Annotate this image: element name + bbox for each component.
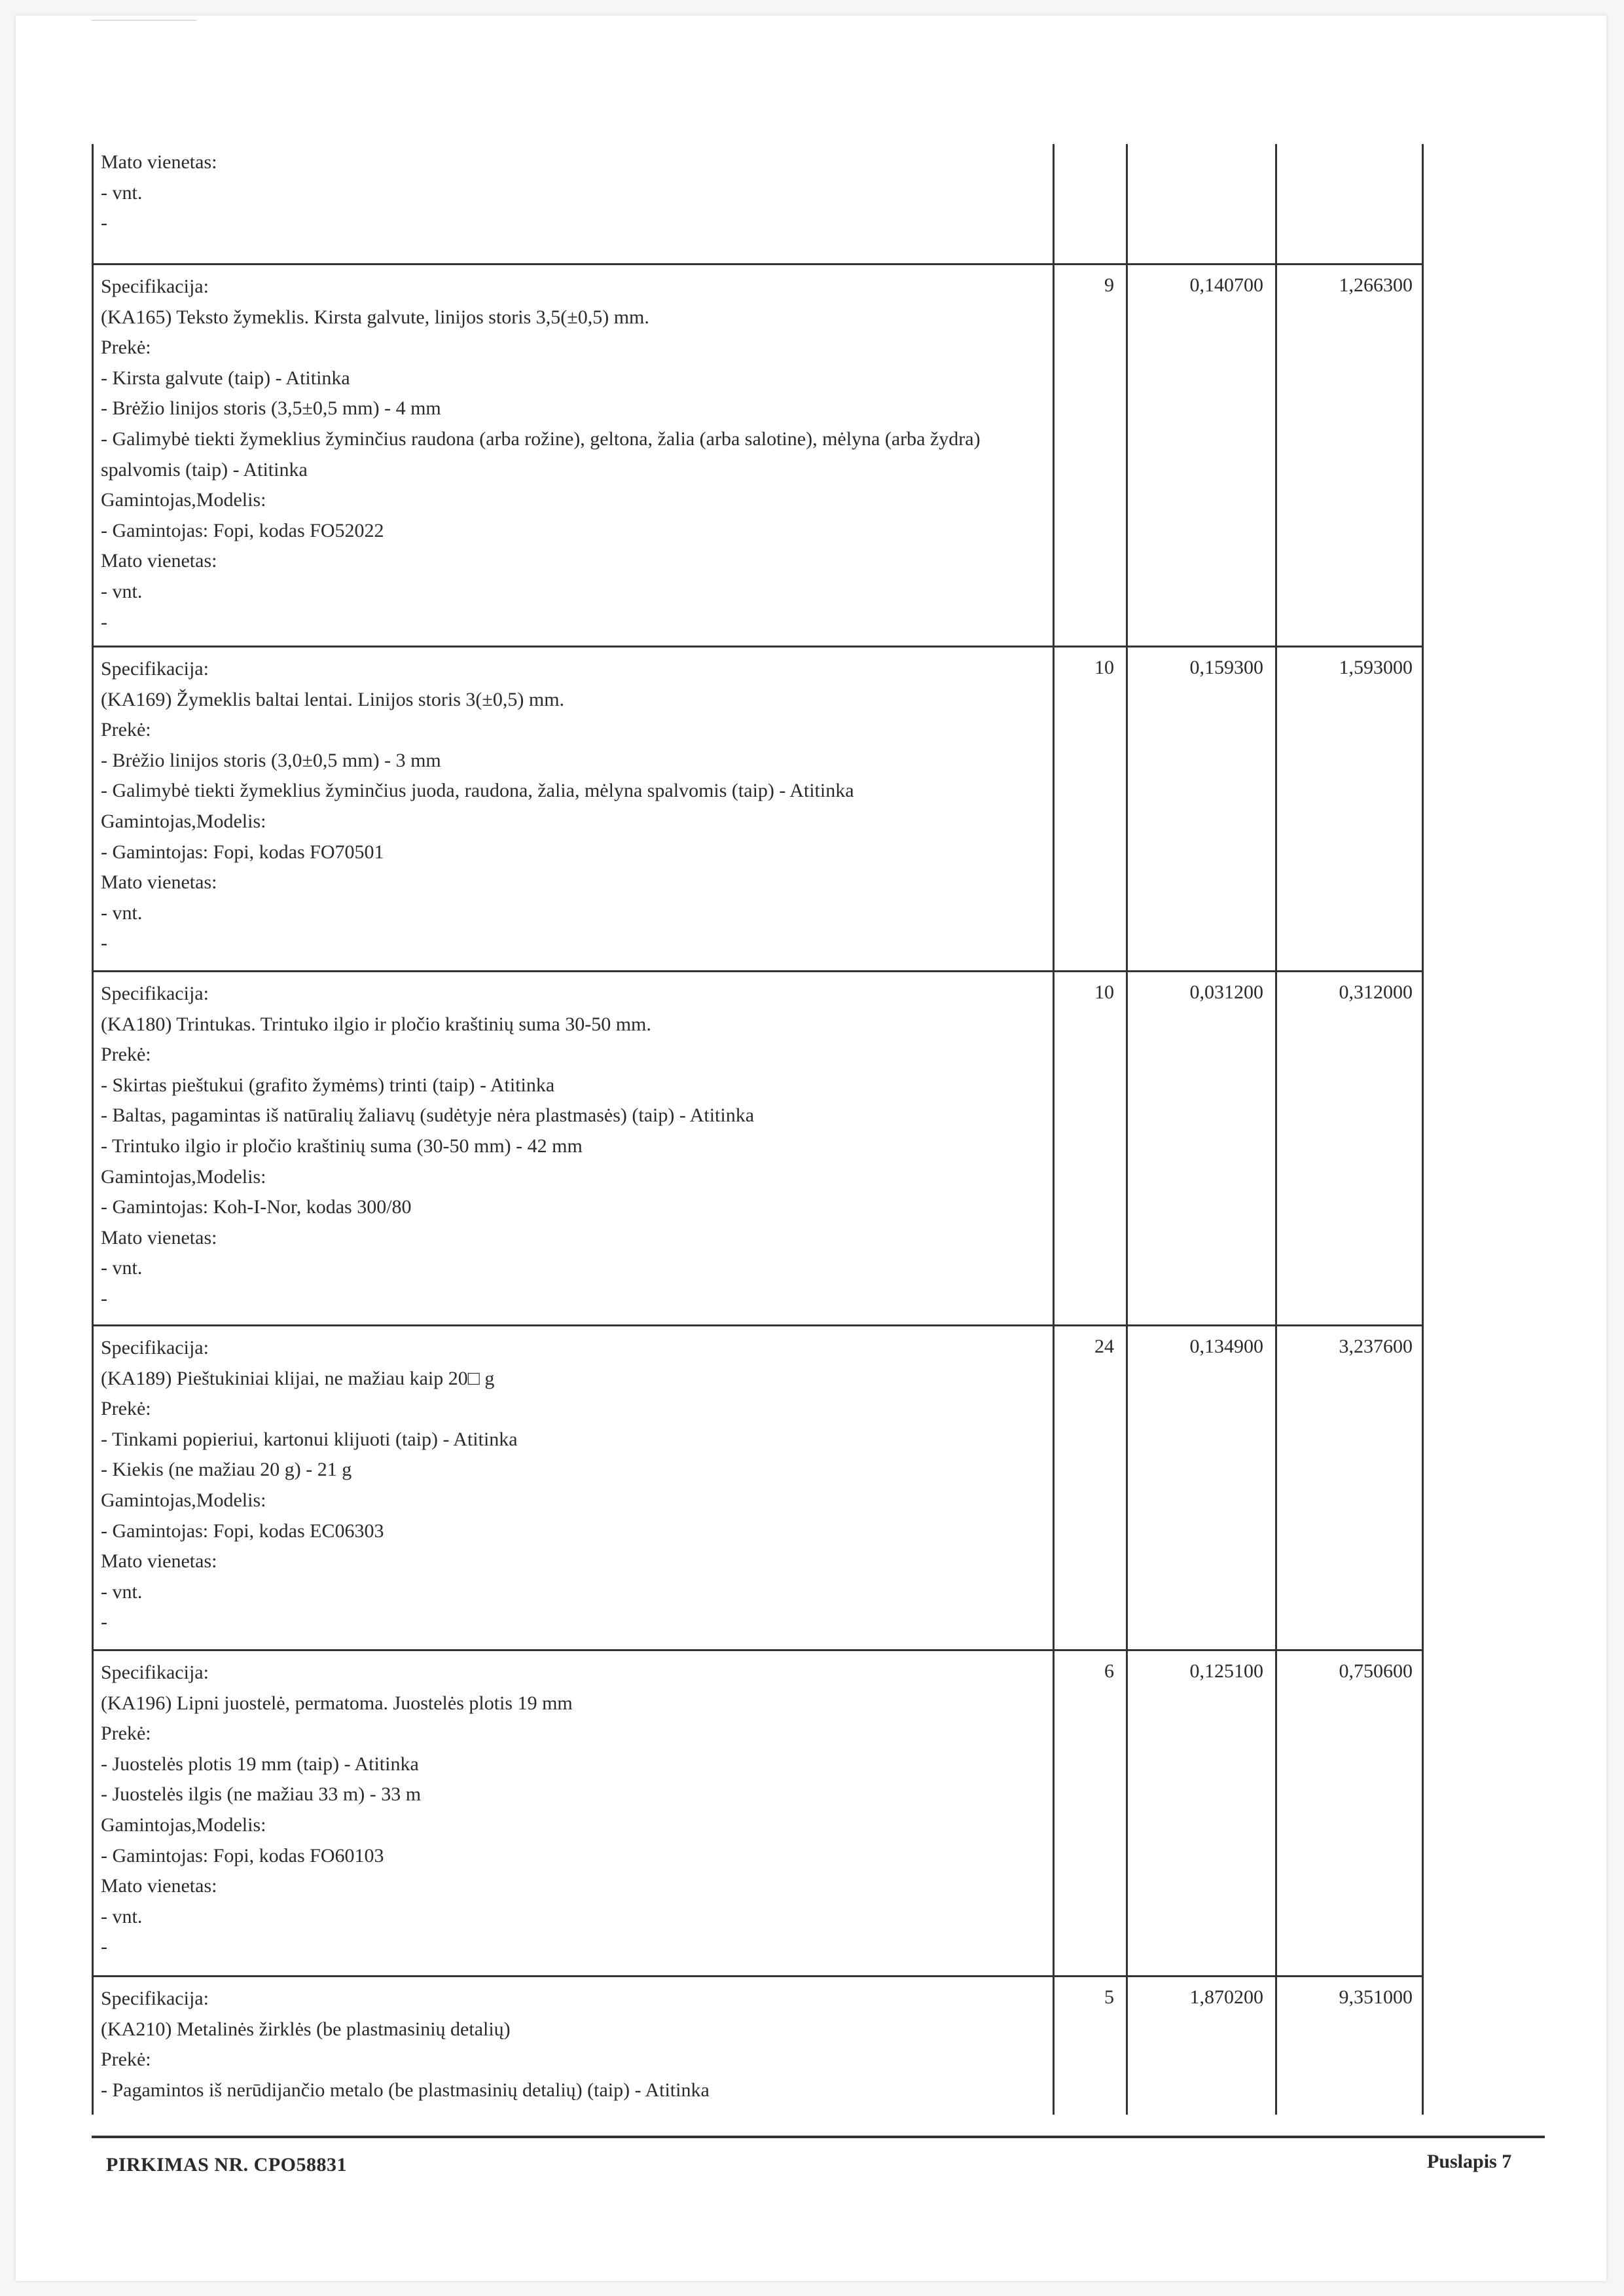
row-divider (92, 970, 1424, 972)
description-line: Prekė: (101, 1044, 151, 1066)
description-line: Specifikacija: (101, 276, 209, 297)
item-unit-price: 0,134900 (1189, 1336, 1263, 1357)
description-line: - Brėžio linijos storis (3,5±0,5 mm) - 4 mm (101, 397, 441, 420)
table-border-left (92, 144, 94, 2115)
item-total: 1,593000 (1339, 657, 1413, 678)
description-line: - Gamintojas: Fopi, kodas FO70501 (101, 841, 384, 863)
description-line: - Juostelės ilgis (ne mažiau 33 m) - 33 m (101, 1783, 422, 1806)
description-line: - Tinkami popieriui, kartonui klijuoti (taip) - Atitinka (101, 1428, 518, 1450)
description-line: - Pagamintos iš nerūdijančio metalo (be plastmasinių detalių) (taip) - Atitinka (101, 2079, 710, 2101)
item-description (101, 654, 1043, 959)
footer-divider (92, 2136, 1545, 2138)
description-line: - Brėžio linijos storis (3,0±0,5 mm) - 3 mm (101, 749, 441, 771)
column-divider-total (1275, 144, 1277, 2115)
description-line: Mato vienetas: (101, 151, 217, 173)
items-table (92, 144, 1424, 2115)
description-line: - (101, 1936, 107, 1958)
item-total: 9,351000 (1339, 1986, 1413, 2008)
description-line: - Kiekis (ne mažiau 20 g) - 21 g (101, 1459, 352, 1481)
item-quantity: 5 (1104, 1986, 1114, 2008)
row-divider (92, 1975, 1424, 1977)
footer-procurement-number: PIRKIMAS NR. CPO58831 (106, 2154, 347, 2176)
column-divider-qty (1053, 144, 1055, 2115)
description-line: - Gamintojas: Fopi, kodas FO52022 (101, 519, 384, 541)
description-line: - Galimybė tiekti žymeklius žyminčius raudona (arba rožine), geltona, žalia (arba salotine), mėlyna (arba žydra) (101, 428, 981, 450)
description-line: (KA196) Lipni juostelė, permatoma. Juostelės plotis 19 mm (101, 1692, 573, 1714)
description-line: - vnt. (101, 1905, 143, 1927)
item-total: 0,750600 (1339, 1660, 1413, 1682)
description-line: Prekė: (101, 2049, 151, 2071)
description-line: - vnt. (101, 1580, 143, 1603)
description-line: Specifikacija: (101, 1337, 209, 1358)
item-unit-price: 1,870200 (1189, 1986, 1263, 2008)
item-description (101, 147, 1043, 239)
description-line: - Kirsta galvute (taip) - Atitinka (101, 367, 350, 389)
description-line: Mato vienetas: (101, 1226, 217, 1248)
description-line: - Trintuko ilgio ir pločio kraštinių suma (30-50 mm) - 42 mm (101, 1135, 583, 1157)
item-quantity: 24 (1094, 1336, 1114, 1357)
description-line: Specifikacija: (101, 1662, 209, 1683)
item-description (101, 272, 1043, 638)
footer-page-number: Puslapis 7 (1427, 2151, 1512, 2172)
scan-artifact (92, 20, 196, 21)
description-line: (KA180) Trintukas. Trintuko ilgio ir pločio kraštinių suma 30-50 mm. (101, 1013, 651, 1035)
description-line: (KA169) Žymeklis baltai lentai. Linijos storis 3(±0,5) mm. (101, 688, 565, 710)
description-line: - (101, 1611, 107, 1633)
description-line: Specifikacija: (101, 1988, 209, 2009)
row-divider (92, 1649, 1424, 1651)
description-line: Gamintojas,Modelis: (101, 810, 266, 832)
description-line: Prekė: (101, 1722, 151, 1745)
row-divider (92, 646, 1424, 647)
description-line: - Juostelės plotis 19 mm (taip) - Atitinka (101, 1753, 419, 1775)
description-line: Gamintojas,Modelis: (101, 1165, 266, 1188)
item-description (101, 1984, 1043, 2105)
description-line: Specifikacija: (101, 658, 209, 680)
description-line: Prekė: (101, 337, 151, 359)
item-unit-price: 0,125100 (1189, 1660, 1263, 1682)
item-description (101, 979, 1043, 1315)
description-line: Prekė: (101, 719, 151, 741)
description-line: - vnt. (101, 902, 143, 924)
item-quantity: 10 (1094, 981, 1114, 1003)
item-description (101, 1658, 1043, 1963)
description-line: - vnt. (101, 580, 143, 602)
description-line: Mato vienetas: (101, 1550, 217, 1573)
row-divider (92, 1324, 1424, 1326)
item-total: 0,312000 (1339, 981, 1413, 1003)
description-line: (KA189) Pieštukiniai klijai, ne mažiau kaip 20□ g (101, 1367, 495, 1389)
row-divider (92, 263, 1424, 265)
description-line: Specifikacija: (101, 983, 209, 1004)
description-line: Gamintojas,Modelis: (101, 1813, 266, 1836)
column-divider-price (1126, 144, 1128, 2115)
table-border-right (1422, 144, 1424, 2115)
description-line: - Galimybė tiekti žymeklius žyminčius juoda, raudona, žalia, mėlyna spalvomis (taip) - Atitinka (101, 780, 854, 802)
item-unit-price: 0,159300 (1189, 657, 1263, 678)
description-line: - Skirtas pieštukui (grafito žymėms) trinti (taip) - Atitinka (101, 1074, 555, 1096)
description-line: - Baltas, pagamintas iš natūralių žaliavų (sudėtyje nėra plastmasės) (taip) - Atitinka (101, 1104, 755, 1127)
item-unit-price: 0,031200 (1189, 981, 1263, 1003)
description-line: - (101, 611, 107, 633)
item-description (101, 1333, 1043, 1638)
description-line: - vnt. (101, 1257, 143, 1279)
description-line: - (101, 212, 107, 234)
description-line: - vnt. (101, 181, 143, 204)
description-line: - Gamintojas: Fopi, kodas EC06303 (101, 1520, 384, 1542)
item-quantity: 10 (1094, 657, 1114, 678)
description-line: spalvomis (taip) - Atitinka (101, 458, 308, 481)
description-line: Prekė: (101, 1398, 151, 1420)
item-total: 1,266300 (1339, 274, 1413, 296)
description-line: Mato vienetas: (101, 871, 217, 894)
description-line: Gamintojas,Modelis: (101, 1489, 266, 1511)
item-quantity: 9 (1104, 274, 1114, 296)
description-line: - Gamintojas: Fopi, kodas FO60103 (101, 1844, 384, 1867)
description-line: - (101, 1287, 107, 1309)
description-line: - Gamintojas: Koh-I-Nor, kodas 300/80 (101, 1196, 412, 1218)
description-line: Mato vienetas: (101, 1875, 217, 1897)
item-total: 3,237600 (1339, 1336, 1413, 1357)
item-unit-price: 0,140700 (1189, 274, 1263, 296)
description-line: Mato vienetas: (101, 550, 217, 572)
description-line: (KA210) Metalinės žirklės (be plastmasinių detalių) (101, 2018, 511, 2040)
item-quantity: 6 (1104, 1660, 1114, 1682)
description-line: Gamintojas,Modelis: (101, 489, 266, 511)
description-line: - (101, 932, 107, 955)
description-line: (KA165) Teksto žymeklis. Kirsta galvute, linijos storis 3,5(±0,5) mm. (101, 306, 649, 328)
